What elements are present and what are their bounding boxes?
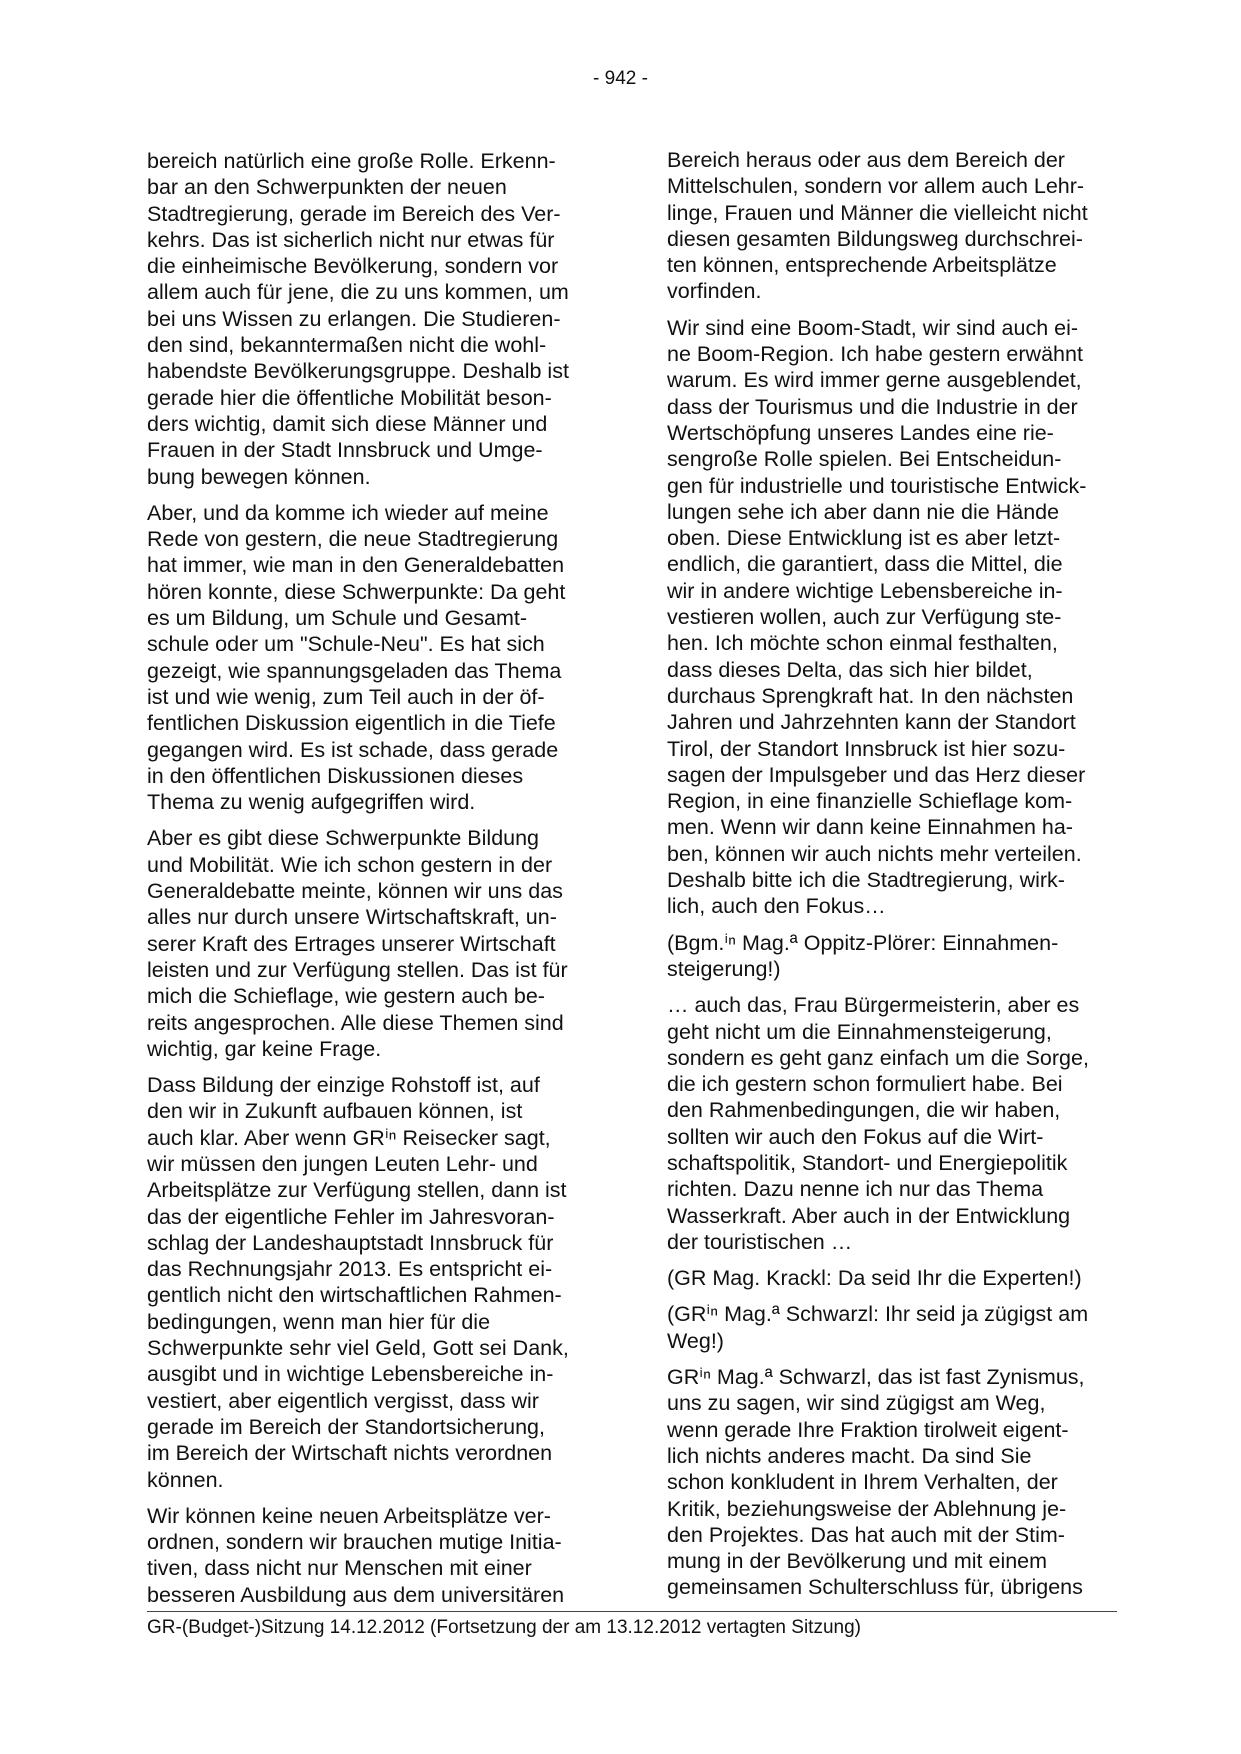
text-line: den Projektes. Das hat auch mit der Stim-: [667, 1522, 1065, 1547]
paragraph: [667, 1301, 1122, 1354]
text-line: Weg!): [667, 1328, 724, 1353]
text-line: hören konnte, diese Schwerpunkte: Da geht: [147, 579, 566, 604]
text-line: Wir sind eine Boom-Stadt, wir sind auch ei-: [667, 315, 1079, 340]
text-line: ne Boom-Region. Ich habe gestern erwähnt: [667, 342, 1083, 367]
text-line: bar an den Schwerpunkten der neuen: [147, 175, 507, 200]
text-line: gemeinsamen Schulterschluss für, übrigens: [667, 1575, 1083, 1600]
text-line: gen für industrielle und touristische Entwick-: [667, 473, 1087, 498]
text-line: vestieren wollen, auch zur Verfügung ste-: [667, 605, 1062, 630]
text-line: bei uns Wissen zu erlangen. Die Studieren-: [147, 306, 561, 331]
text-line: schon konkludent in Ihrem Verhalten, der: [667, 1470, 1058, 1495]
text-line: das Rechnungsjahr 2013. Es entspricht ei-: [147, 1257, 553, 1282]
text-line: fentlichen Diskussion eigentlich in die Tiefe: [147, 711, 556, 736]
text-line: das der eigentliche Fehler im Jahresvoran-: [147, 1204, 555, 1229]
paragraph: [147, 825, 602, 1062]
paragraph: [147, 500, 602, 816]
text-line: Tirol, der Standort Innsbruck ist hier sozu-: [667, 736, 1066, 761]
text-line: (Bgm.ⁱⁿ Mag.ª Oppitz-Plörer: Einnahmen-: [667, 930, 1059, 955]
text-line: kehrs. Das ist sicherlich nicht nur etwas für: [147, 227, 555, 252]
text-line: uns zu sagen, wir sind zügigst am Weg,: [667, 1391, 1046, 1416]
text-line: … auch das, Frau Bürgermeisterin, aber es: [667, 993, 1080, 1018]
text-line: (GR Mag. Krackl: Da seid Ihr die Experten!): [667, 1266, 1082, 1291]
text-line: Rede von gestern, die neue Stadtregierung: [147, 527, 559, 552]
text-line: Bereich heraus oder aus dem Bereich der: [667, 148, 1065, 172]
text-line: bereich natürlich eine große Rolle. Erkenn-: [147, 149, 556, 173]
text-line: sengroße Rolle spielen. Bei Entscheidun-: [667, 447, 1062, 472]
page-number: - 942 -: [593, 68, 648, 89]
text-line: men. Wenn wir dann keine Einnahmen ha-: [667, 815, 1073, 840]
text-line: ordnen, sondern wir brauchen mutige Initia-: [147, 1530, 562, 1555]
text-line: die ich gestern schon formuliert habe. Bei: [667, 1072, 1063, 1097]
paragraph: [667, 147, 1122, 305]
text-line: ist und wie wenig, zum Teil auch in der öf-: [147, 684, 545, 709]
text-line: vorfinden.: [667, 279, 762, 304]
text-line: durchaus Sprengkraft hat. In den nächsten: [667, 683, 1074, 708]
text-line: lich, auch den Fokus…: [667, 894, 886, 919]
paragraph: [667, 315, 1122, 920]
text-line: gegangen wird. Es ist schade, dass gerade: [147, 737, 559, 762]
paragraph: [147, 1072, 602, 1493]
text-line: mung in der Bevölkerung und mit einem: [667, 1549, 1048, 1574]
text-line: Region, in eine finanzielle Schieflage kom-: [667, 789, 1073, 814]
text-line: warum. Es wird immer gerne ausgeblendet,: [667, 368, 1082, 393]
text-line: Wertschöpfung unseres Landes eine rie-: [667, 420, 1054, 445]
text-line: Generaldebatte meinte, können wir uns das: [147, 879, 563, 904]
text-line: habendste Bevölkerungsgruppe. Deshalb ist: [147, 359, 569, 384]
text-line: lungen sehe ich aber dann nie die Hände: [667, 499, 1060, 524]
footer-text: GR-(Budget-)Sitzung 14.12.2012 (Fortsetzung der am 13.12.2012 vertagten Sitzung): [147, 1617, 861, 1638]
text-line: gerade hier die öffentliche Mobilität beson-: [147, 385, 552, 410]
text-line: wichtig, gar keine Frage.: [147, 1036, 382, 1061]
text-line: steigerung!): [667, 956, 781, 981]
text-line: hen. Ich möchte schon einmal festhalten,: [667, 631, 1058, 656]
text-line: bung bewegen können.: [147, 464, 371, 489]
paragraph: [147, 1503, 602, 1608]
text-line: Wir können keine neuen Arbeitsplätze ver-: [147, 1503, 551, 1528]
text-line: GRⁱⁿ Mag.ª Schwarzl, das ist fast Zynismus,: [667, 1365, 1085, 1390]
text-line: wir müssen den jungen Leuten Lehr- und: [147, 1151, 538, 1176]
text-line: linge, Frauen und Männer die vielleicht nicht: [667, 200, 1088, 225]
text-line: Dass Bildung der einzige Rohstoff ist, auf: [147, 1073, 540, 1098]
paragraph: [667, 1364, 1122, 1601]
text-line: dass dieses Delta, das sich hier bildet,: [667, 657, 1033, 682]
right-column: [667, 147, 1122, 1611]
text-line: lich nichts anderes macht. Da sind Sie: [667, 1443, 1032, 1468]
text-line: serer Kraft des Ertrages unserer Wirtschaft: [147, 931, 556, 956]
text-line: gerade im Bereich der Standortsicherung,: [147, 1414, 545, 1439]
text-line: Schwerpunkte sehr viel Geld, Gott sei Dank,: [147, 1336, 569, 1361]
text-line: Wasserkraft. Aber auch in der Entwicklung: [667, 1203, 1071, 1228]
text-line: ders wichtig, damit sich diese Männer und: [147, 411, 548, 436]
text-line: es um Bildung, um Schule und Gesamt-: [147, 606, 528, 631]
text-line: den Rahmenbedingungen, die wir haben,: [667, 1098, 1061, 1123]
text-line: ausgibt und in wichtige Lebensbereiche in-: [147, 1362, 554, 1387]
text-line: den sind, bekanntermaßen nicht die wohl-: [147, 333, 547, 358]
text-line: ten können, entsprechende Arbeitsplätze: [667, 253, 1057, 278]
text-line: den wir in Zukunft aufbauen können, ist: [147, 1099, 523, 1124]
text-line: in den öffentlichen Diskussionen dieses: [147, 763, 524, 788]
text-line: Mittelschulen, sondern vor allem auch Lehr-: [667, 174, 1085, 199]
text-line: schaftspolitik, Standort- und Energiepolitik: [667, 1150, 1068, 1175]
text-line: tiven, dass nicht nur Menschen mit einer: [147, 1556, 532, 1581]
text-line: Jahren und Jahrzehnten kann der Standort: [667, 710, 1076, 735]
text-line: geht nicht um die Einnahmensteigerung,: [667, 1019, 1052, 1044]
text-line: gentlich nicht den wirtschaftlichen Rahmen-: [147, 1283, 562, 1308]
text-line: sondern es geht ganz einfach um die Sorge,: [667, 1045, 1089, 1070]
text-line: schlag der Landeshauptstadt Innsbruck für: [147, 1230, 554, 1255]
text-line: sagen der Impulsgeber und das Herz dieser: [667, 762, 1086, 787]
text-line: Deshalb bitte ich die Stadtregierung, wirk-: [667, 868, 1065, 893]
text-line: können.: [147, 1467, 224, 1492]
text-line: der touristischen …: [667, 1229, 853, 1254]
text-line: leisten und zur Verfügung stellen. Das ist für: [147, 957, 568, 982]
text-line: im Bereich der Wirtschaft nichts verordnen: [147, 1441, 553, 1466]
text-line: oben. Diese Entwicklung ist es aber letzt-: [667, 526, 1061, 551]
left-column: [147, 148, 602, 1618]
text-line: reits angesprochen. Alle diese Themen sind: [147, 1010, 564, 1035]
text-line: ben, können wir auch nichts mehr verteilen.: [667, 841, 1082, 866]
text-line: gezeigt, wie spannungsgeladen das Thema: [147, 658, 562, 683]
text-line: allem auch für jene, die zu uns kommen, um: [147, 280, 569, 305]
text-line: alles nur durch unsere Wirtschaftskraft, un-: [147, 905, 557, 930]
text-line: die einheimische Bevölkerung, sondern vor: [147, 254, 559, 279]
text-line: Arbeitsplätze zur Verfügung stellen, dann ist: [147, 1178, 567, 1203]
text-line: Aber es gibt diese Schwerpunkte Bildung: [147, 826, 540, 851]
paragraph: [667, 1265, 1122, 1291]
text-line: und Mobilität. Wie ich schon gestern in der: [147, 852, 553, 877]
footer-divider: [147, 1611, 1117, 1612]
text-line: hat immer, wie man in den Generaldebatten: [147, 553, 565, 578]
text-line: Stadtregierung, gerade im Bereich des Ver-: [147, 201, 561, 226]
text-line: vestiert, aber eigentlich vergisst, dass wir: [147, 1388, 539, 1413]
text-line: besseren Ausbildung aus dem universitären: [147, 1582, 565, 1607]
text-line: endlich, die garantiert, dass die Mittel, die: [667, 552, 1063, 577]
text-line: sollten wir auch den Fokus auf die Wirt-: [667, 1124, 1044, 1149]
paragraph: [667, 992, 1122, 1255]
text-line: Aber, und da komme ich wieder auf meine: [147, 500, 549, 525]
text-line: dass der Tourismus und die Industrie in der: [667, 394, 1078, 419]
text-line: bedingungen, wenn man hier für die: [147, 1309, 491, 1334]
text-line: Thema zu wenig aufgegriffen wird.: [147, 790, 476, 815]
text-line: auch klar. Aber wenn GRⁱⁿ Reisecker sagt,: [147, 1125, 551, 1150]
text-line: (GRⁱⁿ Mag.ª Schwarzl: Ihr seid ja zügigst am: [667, 1302, 1089, 1327]
text-line: mich die Schieflage, wie gestern auch be-: [147, 984, 545, 1009]
text-line: Kritik, beziehungsweise der Ablehnung je-: [667, 1496, 1067, 1521]
text-line: schule oder um "Schule-Neu". Es hat sich: [147, 632, 545, 657]
paragraph: [147, 148, 602, 490]
text-line: diesen gesamten Bildungsweg durchschrei-: [667, 226, 1083, 251]
text-line: Frauen in der Stadt Innsbruck und Umge-: [147, 438, 543, 463]
paragraph: [667, 930, 1122, 983]
text-line: richten. Dazu nenne ich nur das Thema: [667, 1177, 1044, 1202]
text-line: wenn gerade Ihre Fraktion tirolweit eigent-: [667, 1417, 1069, 1442]
text-line: wir in andere wichtige Lebensbereiche in-: [667, 578, 1063, 603]
